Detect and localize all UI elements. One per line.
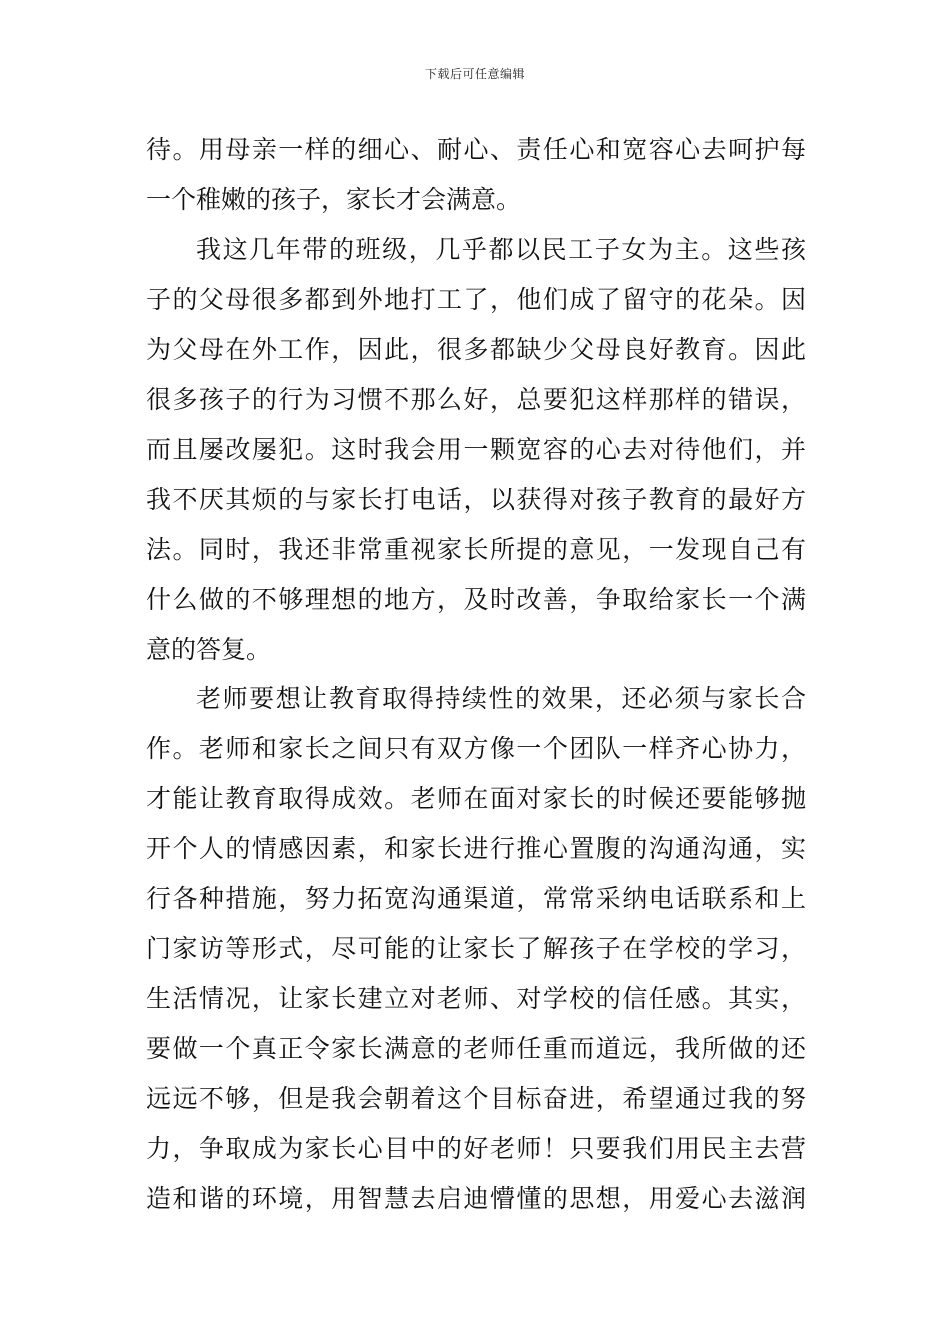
text-line: 什么做的不够理想的地方，及时改善，争取给家长一个满 [146, 585, 806, 614]
text-line: 作。老师和家长之间只有双方像一个团队一样齐心协力， [146, 734, 806, 763]
text-line: 子的父母很多都到外地打工了，他们成了留守的花朵。因 [146, 285, 806, 314]
text-line: 意的答复。 [146, 635, 272, 664]
paragraph-first-line: 老师要想让教育取得持续性的效果，还必须与家长合 [196, 684, 806, 713]
text-line: 开个人的情感因素，和家长进行推心置腹的沟通沟通，实 [146, 834, 806, 863]
text-line: 造和谐的环境，用智慧去启迪懵懂的思想，用爱心去滋润 [146, 1184, 806, 1213]
text-line: 行各种措施，努力拓宽沟通渠道，常常采纳电话联系和上 [146, 884, 806, 913]
text-line: 力，争取成为家长心目中的好老师！只要我们用民主去营 [146, 1134, 806, 1163]
text-line: 很多孩子的行为习惯不那么好，总要犯这样那样的错误， [146, 385, 806, 414]
text-line: 远远不够，但是我会朝着这个目标奋进，希望通过我的努 [146, 1084, 806, 1113]
text-line: 法。同时，我还非常重视家长所提的意见，一发现自己有 [146, 535, 806, 564]
text-line: 要做一个真正令家长满意的老师任重而道远，我所做的还 [146, 1034, 806, 1063]
text-line: 生活情况，让家长建立对老师、对学校的信任感。其实， [146, 984, 806, 1013]
text-line: 为父母在外工作，因此，很多都缺少父母良好教育。因此 [146, 335, 806, 364]
text-line: 门家访等形式，尽可能的让家长了解孩子在学校的学习， [146, 934, 806, 963]
paragraph-first-line: 我这几年带的班级，几乎都以民工子女为主。这些孩 [196, 235, 806, 264]
text-line: 待。用母亲一样的细心、耐心、责任心和宽容心去呵护每 [146, 135, 806, 164]
text-line: 我不厌其烦的与家长打电话，以获得对孩子教育的最好方 [146, 485, 806, 514]
page-header: 下载后可任意编辑 [424, 67, 525, 81]
text-line: 而且屡改屡犯。这时我会用一颗宽容的心去对待他们，并 [146, 435, 806, 464]
text-line: 才能让教育取得成效。老师在面对家长的时候还要能够抛 [146, 784, 806, 813]
text-line: 一个稚嫩的孩子，家长才会满意。 [146, 185, 522, 214]
